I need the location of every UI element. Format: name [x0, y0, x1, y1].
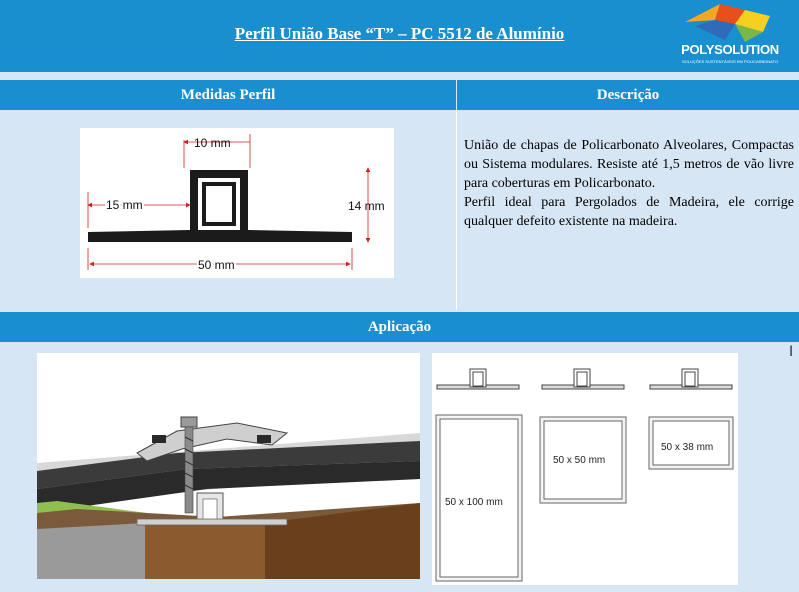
dim-width-label: 50 mm [198, 258, 235, 272]
description-section-header: Descrição [457, 80, 799, 110]
dim-top-label: 10 mm [194, 136, 231, 150]
cell-divider [456, 110, 457, 310]
logo-subtitle: SOLUÇÕES SUSTENTÁVEIS EM POLICARBONATO [681, 59, 779, 64]
text-cursor-icon: I [789, 344, 794, 360]
tube-sizes-diagram [432, 353, 738, 585]
logo-mark-icon [675, 2, 785, 44]
description-paragraph-1: União de chapas de Policarbonato Alveolares, Compactas ou Sistema modulares. Resiste até 1,5 metros de vão livre para coberturas em Policarbonato. [464, 138, 794, 191]
tube-size-label-1: 50 x 100 mm [445, 497, 503, 508]
dim-left-label: 15 mm [106, 198, 143, 212]
description-paragraph-2: Perfil ideal para Pergolados de Madeira, ele corrige qualquer defeito existente na madeira. [464, 195, 794, 229]
dim-height-label: 14 mm [348, 199, 385, 213]
application-section-header: Aplicação [0, 312, 799, 342]
description-text [464, 136, 794, 231]
page-title: Perfil União Base “T” – PC 5512 de Alumínio [234, 24, 565, 43]
logo-text: POLYSOLUTION [681, 42, 779, 57]
polysolution-logo [675, 2, 785, 70]
tube-size-label-2: 50 x 50 mm [553, 455, 606, 466]
application-render-image [37, 353, 420, 579]
measures-section-header: Medidas Perfil [0, 80, 457, 110]
tube-size-label-3: 50 x 38 mm [661, 442, 714, 453]
profile-drawing [80, 128, 394, 278]
